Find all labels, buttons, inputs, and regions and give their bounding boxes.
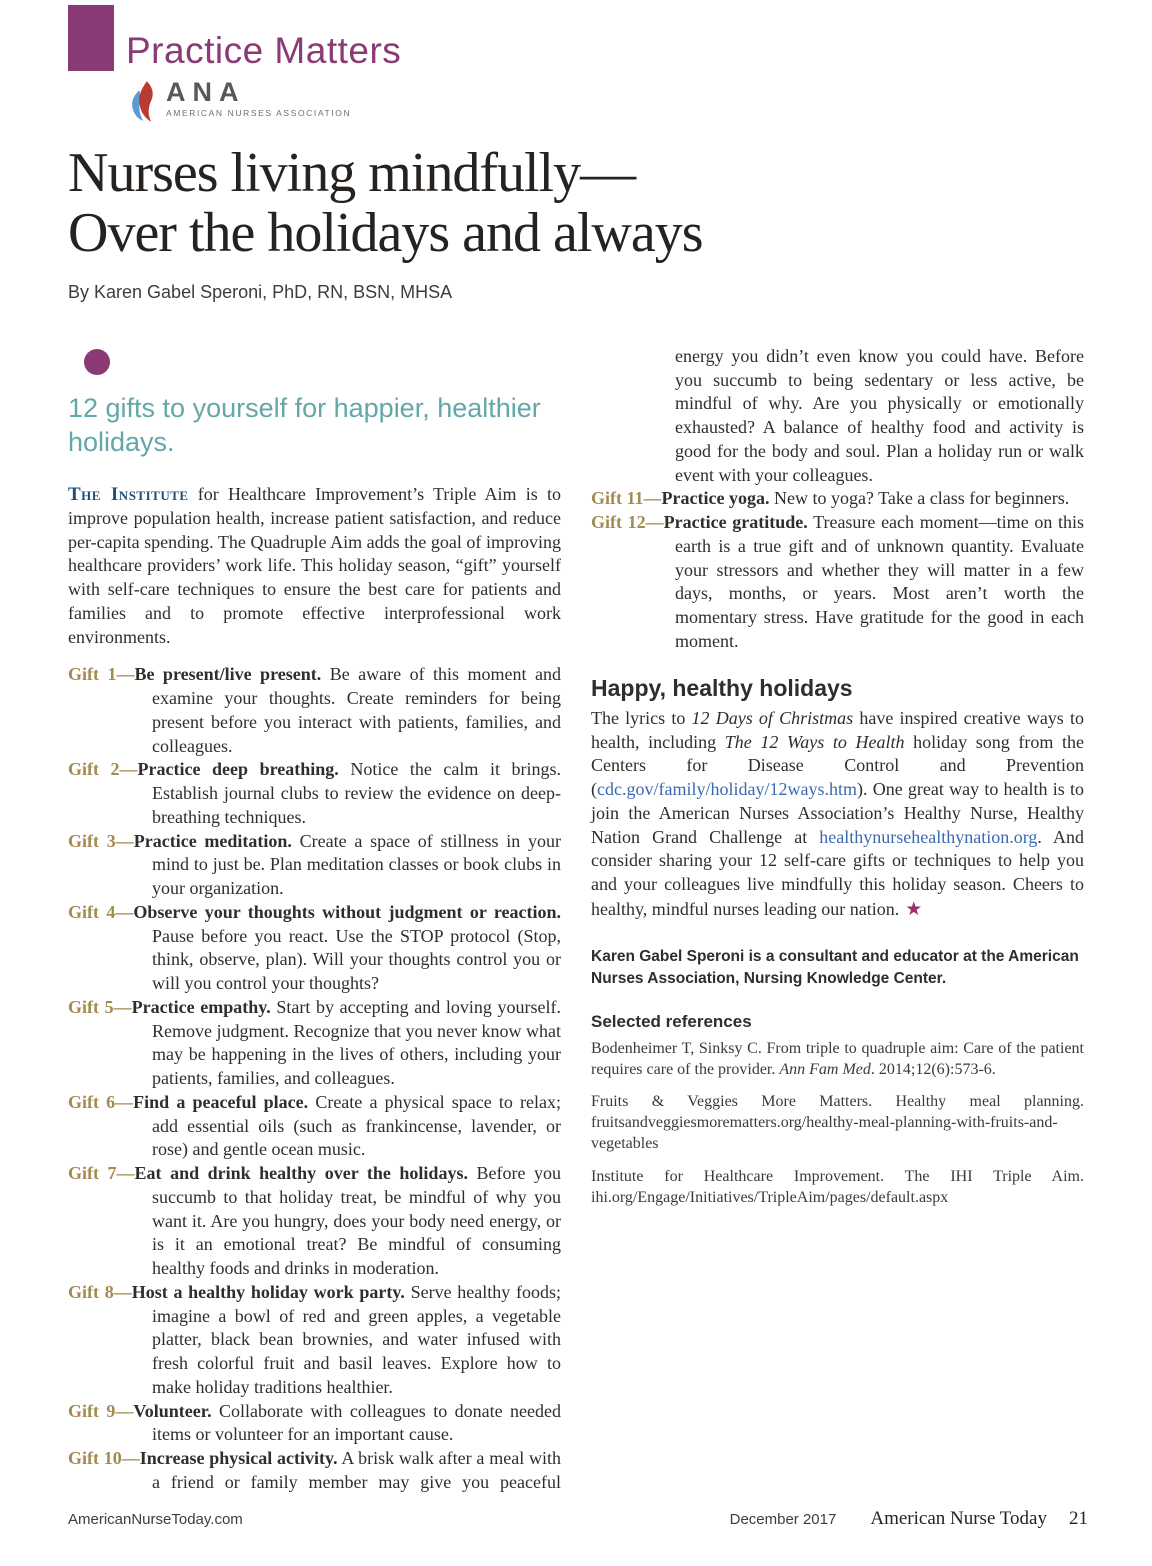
- gift-title: Practice meditation.: [133, 830, 292, 851]
- gift-label: Gift 10—: [68, 1448, 140, 1469]
- article-deck: 12 gifts to yourself for happier, healthier holidays.: [68, 392, 541, 458]
- gift-title: Practice empathy.: [131, 996, 271, 1017]
- gift-label: Gift 9—: [68, 1400, 134, 1421]
- gift-item: [68, 758, 561, 829]
- gift-item: [591, 487, 1084, 511]
- gift-body: Treasure each moment—time on this earth is a true gift and of unknown quantity. Evaluate your stressors and whether they will matter in a few days, months, or years. Most aren’t worth the momentary stress. Have gratitude for the good in each moment.: [675, 512, 1084, 651]
- footer-site-url: AmericanNurseToday.com: [68, 1511, 243, 1528]
- gift-body: Before you succumb to that holiday treat, be mindful of why you want it. Are you hungry, does your body need energy, or is it an emotional treat? Be mindful of consuming healthy foods and drinks in moderation.: [152, 1163, 561, 1279]
- gift-body: Pause before you react. Use the STOP protocol (Stop, think, observe, plan). Will your thoughts control you or will you control your thoughts?: [152, 925, 561, 994]
- reference-item: Fruits & Veggies More Matters. Healthy meal planning. fruitsandveggiesmorematters.org/healthy-meal-planning-with-fruits-and-vegetables: [591, 1093, 1084, 1153]
- intro-paragraph: The Institute for Healthcare Improvement’s Triple Aim is to improve population health, increase patient satisfaction, and reduce per-capita spending. The Quadruple Aim adds the goal of improving healthcare providers’ work life. This holiday season, “gift” yourself with self-care techniques to ensure the best care for patients and families and to promote effective interprofessional work environments.: [68, 483, 561, 647]
- gift-body: Create a space of stillness in your mind to just be. Plan meditation classes or book clubs in your organization.: [152, 830, 561, 899]
- lead-in-smallcaps: The Institute: [68, 483, 189, 505]
- gift-title: Find a peaceful place.: [133, 1091, 309, 1112]
- page-footer: [68, 1508, 1088, 1530]
- gift-label: Gift 12—: [591, 512, 664, 533]
- gift-title: Host a healthy holiday work party.: [131, 1281, 405, 1302]
- gift-item: [68, 663, 561, 758]
- ana-flame-icon: [126, 79, 162, 130]
- gift-label: Gift 8—: [68, 1281, 132, 1302]
- author-bio: Karen Gabel Speroni is a consultant and educator at the American Nurses Association, Nursing Knowledge Center.: [591, 947, 1079, 987]
- accent-dot-icon: [84, 349, 110, 375]
- gift-item: [68, 1162, 561, 1281]
- gift-label: Gift 1—: [68, 664, 135, 685]
- gift-title: Be present/live present.: [134, 664, 322, 685]
- ana-logo-abbr: ANA: [166, 77, 246, 107]
- closing-paragraph: The lyrics to 12 Days of Christmas have inspired creative ways to health, including The 12 Ways to Health holiday song from the Centers for Disease Control and Prevention (cdc.gov/family/holiday/12ways.htm). One great way to health is to join the American Nurses Association’s Healthy Nurse, Healthy Nation Grand Challenge at healthynursehealthynation.org. And consider sharing your 12 self-care gifts or techniques to help you and your colleagues live mindfully this holiday season. Cheers to healthy, mindful nurses leading our nation. ★: [591, 707, 1084, 920]
- footer-magazine-name: American Nurse Today: [870, 1508, 1047, 1529]
- references-heading: Selected references: [591, 1012, 752, 1032]
- gift-body: Create a physical space to relax; add essential oils (such as frankincense, lavender, or rose) and gentle ocean music.: [152, 1091, 562, 1160]
- reference-list: [591, 1038, 1084, 1208]
- star-icon: ★: [905, 897, 923, 920]
- gift-body: Collaborate with colleagues to donate needed items or volunteer for an important cause.: [152, 1400, 562, 1445]
- footer-issue-date: December 2017: [729, 1511, 837, 1528]
- gift-body: A brisk walk after a meal with a friend or family member may give you peaceful energy you didn’t even know you could have. Before you succumb to being sedentary or less active, be mindful of why. Are you physically or emotionally exhausted? A balance of healthy food and activity is good for the body and soul. Plan a holiday run or walk event with your colleagues.: [152, 345, 1084, 1492]
- inline-link[interactable]: healthynursehealthynation.org: [819, 826, 1038, 847]
- gift-label: Gift 7—: [68, 1163, 135, 1184]
- gift-item: [68, 1091, 561, 1162]
- ana-logo-subtext: AMERICAN NURSES ASSOCIATION: [166, 108, 352, 118]
- gift-body: New to yoga? Take a class for beginners.: [773, 488, 1070, 509]
- section-kicker: Practice Matters: [126, 30, 402, 71]
- ana-logo: [126, 79, 1084, 130]
- gift-label: Gift 4—: [68, 901, 134, 922]
- italic-text: The 12 Ways to Health: [724, 731, 905, 752]
- gift-item: [68, 901, 561, 996]
- gift-title: Volunteer.: [133, 1400, 212, 1421]
- reference-item: Bodenheimer T, Sinksy C. From triple to quadruple aim: Care of the patient requires care of the provider. Ann Fam Med. 2014;12(6):573-6.: [591, 1040, 1084, 1079]
- gift-title: Eat and drink healthy over the holidays.: [134, 1163, 468, 1184]
- closing-heading: Happy, healthy holidays: [591, 674, 853, 701]
- gift-title: Observe your thoughts without judgment or reaction.: [133, 901, 561, 922]
- gift-body: Be aware of this moment and examine your thoughts. Create reminders for being present before you interact with patients, families, and colleagues.: [152, 664, 561, 756]
- section-header: [68, 0, 1084, 71]
- gift-item: [68, 1400, 561, 1448]
- reference-item: Institute for Healthcare Improvement. The IHI Triple Aim. ihi.org/Engage/Initiatives/TripleAim/pages/default.aspx: [591, 1167, 1084, 1206]
- gift-title: Practice gratitude.: [663, 512, 808, 533]
- gift-item: [68, 1281, 561, 1400]
- gift-label: Gift 11—: [591, 488, 662, 509]
- gift-body: Notice the calm it brings. Establish journal clubs to review the evidence on deep-breathing techniques.: [152, 759, 561, 827]
- article-body: [68, 345, 1084, 1513]
- inline-link[interactable]: cdc.gov/family/holiday/12ways.htm: [597, 779, 857, 800]
- gift-label: Gift 6—: [68, 1091, 134, 1112]
- footer-page-number: 21: [1069, 1508, 1088, 1529]
- gift-label: Gift 2—: [68, 759, 138, 780]
- article-title: Nurses living mindfully— Over the holidays and always: [68, 142, 703, 264]
- gift-body: Serve healthy foods; imagine a bowl of red and green apples, a vegetable platter, black bean brownies, and water infused with fresh colorful fruit and basil leaves. Explore how to make holiday traditions healthier.: [152, 1281, 562, 1397]
- gift-item: [591, 511, 1084, 654]
- byline: By Karen Gabel Speroni, PhD, RN, BSN, MHSA: [68, 281, 453, 302]
- brand-square: [68, 5, 114, 71]
- gift-body: Start by accepting and loving yourself. Remove judgment. Recognize that you never know what may be happening in the lives of others, including your patients, families, and colleagues.: [152, 996, 561, 1089]
- gift-label: Gift 5—: [68, 996, 132, 1017]
- gift-title: Practice deep breathing.: [137, 759, 339, 780]
- gift-label: Gift 3—: [68, 830, 134, 851]
- gift-title: Increase physical activity.: [139, 1448, 338, 1469]
- italic-text: 12 Days of Christmas: [691, 707, 854, 728]
- gift-item: [68, 830, 561, 901]
- gift-title: Practice yoga.: [661, 488, 770, 509]
- italic-text: Ann Fam Med: [779, 1061, 871, 1079]
- gift-item: [68, 996, 561, 1091]
